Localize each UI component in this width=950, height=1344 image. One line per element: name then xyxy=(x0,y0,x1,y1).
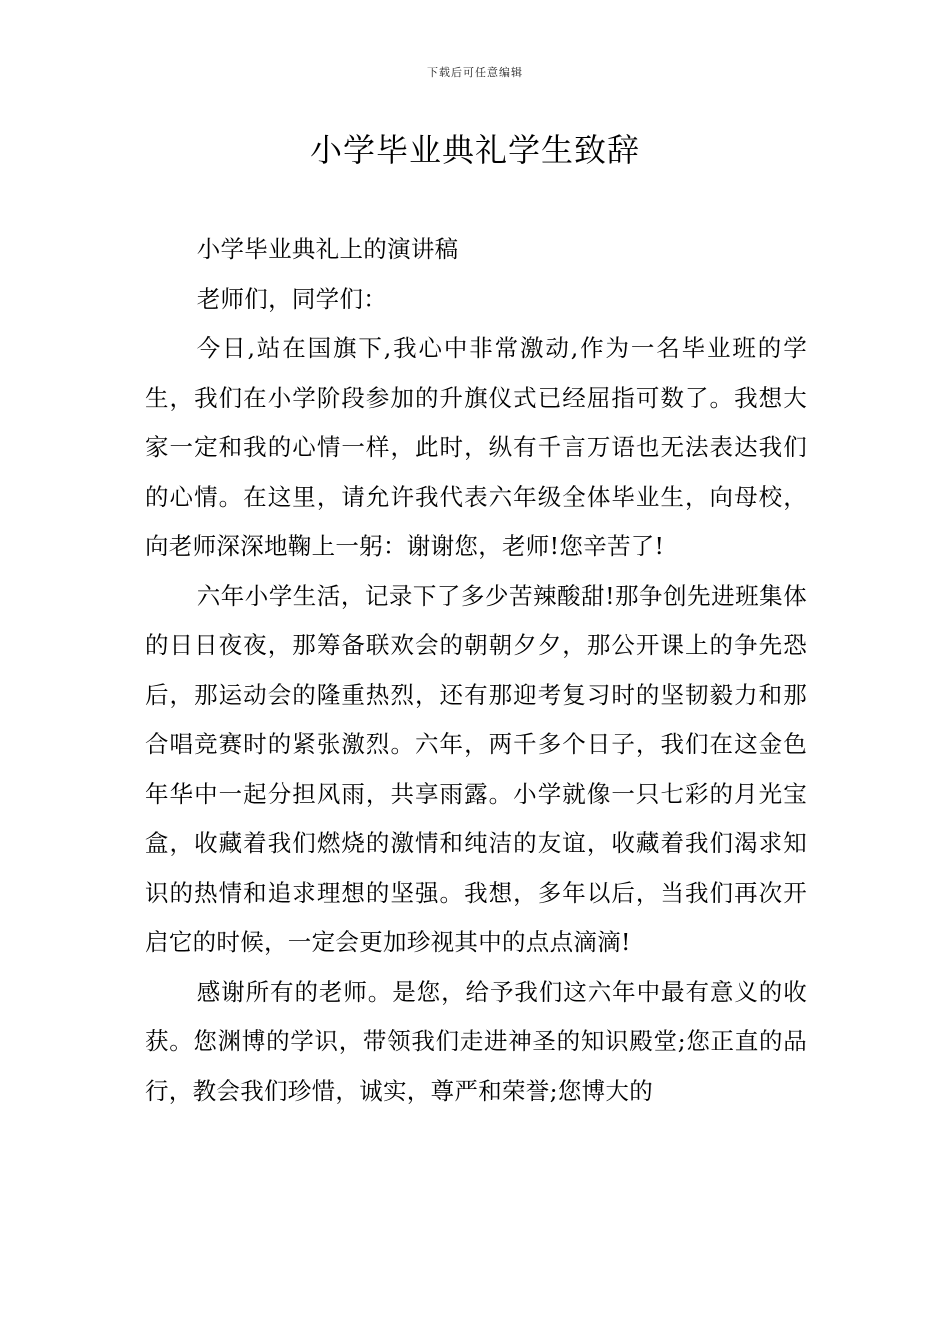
document-title: 小学毕业典礼学生致辞 xyxy=(309,131,640,169)
paragraph-subtitle: 小学毕业典礼上的演讲稿 xyxy=(196,235,459,263)
paragraph-opening: 今日,站在国旗下,我心中非常激动,作为一名毕业班的学生，我们在小学阶段参加的升旗仪式已经屈指可数了。我想大家一定和我的心情一样，此时，纵有千言万语也无法表达我们的心情。在这里，请允许我代表六年级全体毕业生，向母校，向老师深深地鞠上一躬：谢谢您，老师!您辛苦了! xyxy=(145,334,807,560)
paragraph-thanks-teachers: 感谢所有的老师。是您，给予我们这六年中最有意义的收获。您渊博的学识，带领我们走进神圣的知识殿堂;您正直的品行，教会我们珍惜，诚实，尊严和荣誉;您博大的 xyxy=(145,977,807,1105)
document-body xyxy=(145,225,807,1116)
header-note: 下载后可任意编辑 xyxy=(427,66,523,79)
paragraph-salutation: 老师们，同学们： xyxy=(196,284,388,313)
paragraph-memories: 六年小学生活，记录下了多少苦辣酸甜!那争创先进班集体的日日夜夜，那筹备联欢会的朝朝夕夕，那公开课上的争先恐后，那运动会的隆重热烈，还有那迎考复习时的坚韧毅力和那合唱竞赛时的紧张激烈。六年，两千多个日子，我们在这金色年华中一起分担风雨，共享雨露。小学就像一只七彩的月光宝盒，收藏着我们燃烧的激情和纯洁的友谊，收藏着我们渴求知识的热情和追求理想的坚强。我想，多年以后，当我们再次开启它的时候，一定会更加珍视其中的点点滴滴! xyxy=(145,581,807,956)
